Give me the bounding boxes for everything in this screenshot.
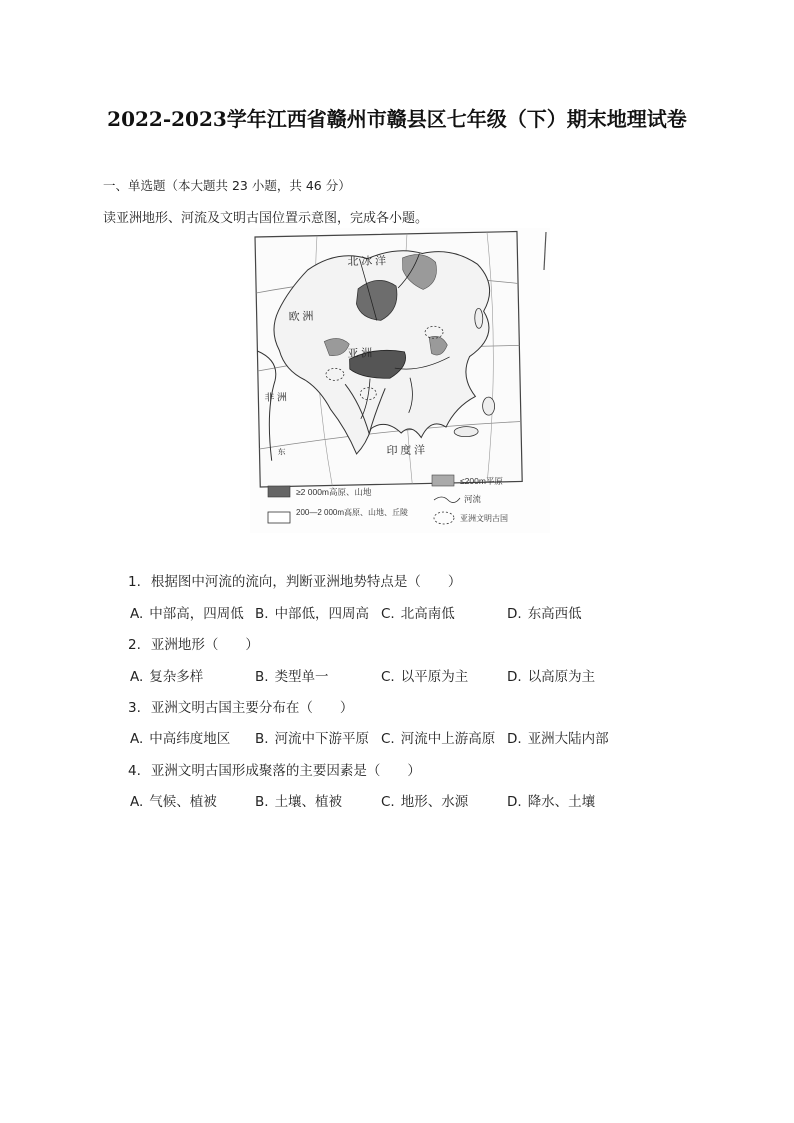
map-label-indian-ocean: 印 度 洋 xyxy=(386,444,426,458)
map-label-europe: 欧 洲 xyxy=(288,310,314,324)
question-3-options xyxy=(130,727,609,747)
instruction-text: 读亚洲地形、河流及文明古国位置示意图，完成各小题。 xyxy=(103,211,429,226)
question-3 xyxy=(128,696,353,716)
legend-label-plain: ≤200m平原 xyxy=(460,476,503,486)
option-b[interactable]: B. 中部低，四周高 xyxy=(255,606,370,622)
legend-swatch-highland xyxy=(268,486,290,497)
map-label-arctic: 北 冰 洋 xyxy=(347,255,387,269)
section-heading: 一、单选题（本大题共 23 小题，共 46 分） xyxy=(103,178,351,193)
option-d[interactable]: D. 东高西低 xyxy=(507,606,582,622)
legend-label-highland: ≥2 000m高原、山地 xyxy=(296,487,372,497)
question-stem: 亚洲文明古国主要分布在（ ） xyxy=(150,700,354,716)
question-stem: 根据图中河流的流向，判断亚洲地势特点是（ ） xyxy=(150,574,462,590)
option-b[interactable]: B. 土壤、植被 xyxy=(255,794,343,810)
option-a[interactable]: A. 复杂多样 xyxy=(130,669,204,685)
question-2-options xyxy=(130,665,595,685)
option-c[interactable]: C. 地形、水源 xyxy=(381,794,469,810)
option-a[interactable]: A. 中部高，四周低 xyxy=(130,606,244,622)
asia-map-figure xyxy=(250,228,550,533)
option-c[interactable]: C. 以平原为主 xyxy=(381,669,469,685)
question-number: 4. xyxy=(128,763,141,779)
option-b[interactable]: B. 河流中下游平原 xyxy=(255,731,370,747)
legend-label-hills: 200—2 000m高原、山地、丘陵 xyxy=(296,508,409,517)
question-1 xyxy=(128,570,461,590)
map-label-east: 东 xyxy=(277,447,286,457)
option-b[interactable]: B. 类型单一 xyxy=(255,669,329,685)
question-4 xyxy=(128,759,421,779)
option-d[interactable]: D. 降水、土壤 xyxy=(507,794,596,810)
option-c[interactable]: C. 北高南低 xyxy=(381,606,455,622)
option-a[interactable]: A. 气候、植被 xyxy=(130,794,217,810)
legend-label-civilization: 亚洲文明古国 xyxy=(460,514,508,523)
option-a[interactable]: A. 中高纬度地区 xyxy=(130,731,231,747)
map-label-africa: 非 洲 xyxy=(264,392,288,404)
question-number: 1. xyxy=(128,574,141,590)
map-label-asia: 亚 洲 xyxy=(347,347,373,361)
question-stem: 亚洲文明古国形成聚落的主要因素是（ ） xyxy=(150,763,421,779)
question-number: 3. xyxy=(128,700,141,716)
option-d[interactable]: D. 以高原为主 xyxy=(507,669,596,685)
legend-swatch-hills xyxy=(268,512,290,523)
question-4-options xyxy=(130,790,595,810)
page-title: 2022-2023学年江西省赣州市赣县区七年级（下）期末地理试卷 xyxy=(107,107,687,131)
question-stem: 亚洲地形（ ） xyxy=(150,637,259,653)
asia-map-svg xyxy=(250,228,550,533)
question-2 xyxy=(128,633,259,653)
legend-swatch-plain xyxy=(432,475,454,486)
question-number: 2. xyxy=(128,637,141,653)
legend-label-river: 河流 xyxy=(464,494,482,504)
option-d[interactable]: D. 亚洲大陆内部 xyxy=(507,731,609,747)
question-1-options xyxy=(130,602,582,622)
option-c[interactable]: C. 河流中上游高原 xyxy=(381,731,496,747)
